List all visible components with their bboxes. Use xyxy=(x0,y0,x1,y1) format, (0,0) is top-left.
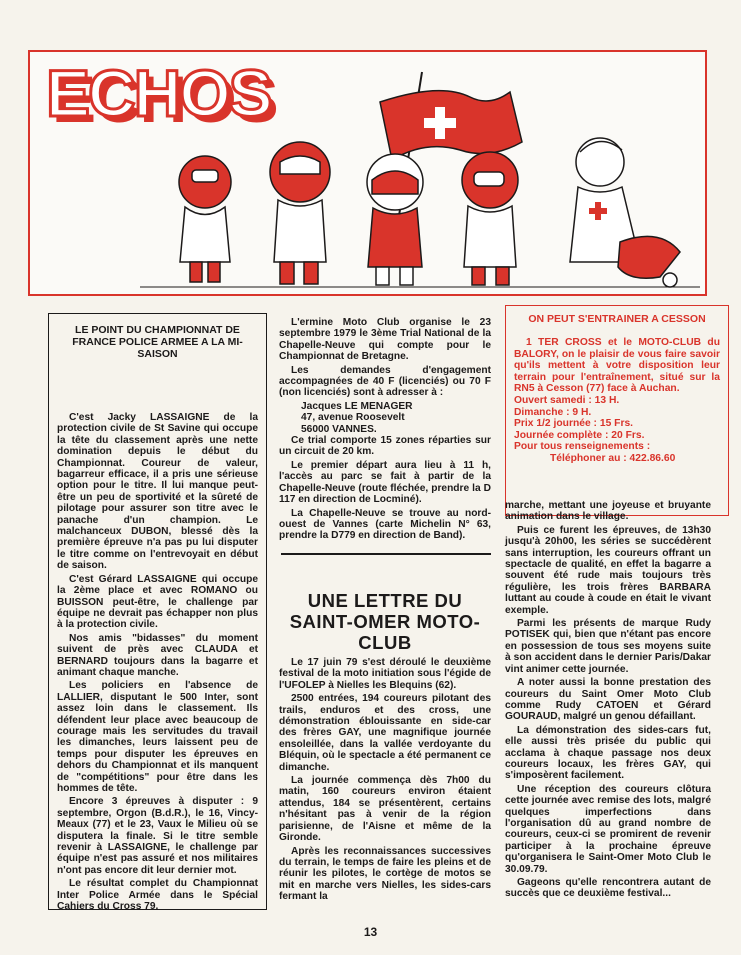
training-intro: 1 TER CROSS et le MOTO-CLUB du BALORY, on le plaisir de vous faire savoir qu'ils mettent à votre disposition leur terrain pour l'entraînement, situé sur la RN5 à Cesson (77) face à Auchan. xyxy=(514,337,720,395)
championship-box xyxy=(48,313,267,913)
rider-1 xyxy=(179,156,231,282)
rider-3 xyxy=(367,154,423,285)
championship-body xyxy=(57,412,258,912)
paragraph: Le résultat complet du Championnat Inter Police Armée dans le Spécial Cahiers du Cross 79. xyxy=(57,878,258,913)
section-divider xyxy=(281,553,491,555)
address-line: Jacques LE MENAGER xyxy=(301,400,413,412)
training-box xyxy=(505,305,729,516)
rider-2 xyxy=(270,142,330,284)
paragraph: Nos amis "bidasses" du moment suivent de près avec CLAUDA et BERNARD toujours dans la bagarre et animant chaque manche. xyxy=(57,632,258,678)
paragraph: Encore 3 épreuves à disputer : 9 septembre, Orgon (B.d.R.), le 16, Vincy-Meaux (77) et le 23, Vaux le Milieu où se disputera la finale. Si le titre semble revenir à LASSAIGNE, le challenge par équipe n'est pas assuré et nos militaires n'ont pas encore dit leur dernier mot. xyxy=(57,796,258,876)
article-body-right xyxy=(505,500,711,902)
paragraph: A noter aussi la bonne prestation des coureurs du Saint Omer Moto Club comme Rudy CATOEN et Gérard GOURAUD, malgré un genou défaillant. xyxy=(505,677,711,723)
rider-4 xyxy=(462,152,518,285)
article-body-left xyxy=(279,657,491,905)
article-title: UNE LETTRE DU SAINT-OMER MOTO-CLUB xyxy=(289,590,481,653)
page-number: 13 xyxy=(363,925,378,939)
echos-title: ECHOS xyxy=(46,56,271,130)
address-block xyxy=(279,401,491,435)
paragraph: Après les reconnaissances successives du terrain, le temps de faire les pleins et de réunir les pilotes, le cortège de motos se mit en marche vers Nielles, les sides-cars fermant la xyxy=(279,845,491,903)
paragraph: Parmi les présents de marque Rudy POTISEK qui, bien que n'étant pas encore en possession de tous ses moyens suite à son accident dans le dernier Paris/Dakar vint animer cette journée. xyxy=(505,618,711,675)
medic-character xyxy=(570,138,680,287)
training-line: Journée complète : 20 Frs. xyxy=(514,429,645,441)
paragraph: Les demandes d'engagement accompagnées de 40 F (licenciés) ou 70 F (non licenciés) sont à adresser à : xyxy=(279,364,491,399)
paragraph: Ce trial comporte 15 zones réparties sur un circuit de 20 km. xyxy=(279,435,491,458)
training-line: Pour tous renseignements : xyxy=(514,441,651,453)
address-line: 56000 VANNES. xyxy=(301,423,377,435)
paragraph: L'ermine Moto Club organise le 23 septembre 1979 le 3ème Trial National de la Chapelle-Neuve qui compte pour le Championnat de Bretagne. xyxy=(279,317,491,363)
paragraph: C'est Jacky LASSAIGNE de la protection civile de St Savine qui occupe la tête du classement après une nette domination depuis le début du Championnat. Coureur de valeur, bagarreur efficace, il a pris une sérieuse option pour le titre. Il lui manque peut-être un peu de sportivité et la sûreté de pilotage pour assurer son titre avec le panache d'un champion. Le malchanceux DUBON, blessé dès la première épreuve n'a pas pu lui disputer le titre comme on l'entrevoyait en début de saison. xyxy=(57,412,258,572)
paragraph: La Chapelle-Neuve se trouve au nord-ouest de Vannes (carte Michelin N° 63, prendre la D779 en direction de Band). xyxy=(279,507,491,542)
paragraph: Les policiers en l'absence de LALLIER, disputant le 500 Inter, sont assez loin dans le classement. Ils défendent leur place avec beaucoup de courage mais les servitudes du travail les dimanches, leurs laissent peu de temps pour disputer les épreuves en dehors du Championnat et ils manquent de "compétitions" pour être dans les hommes de tête. xyxy=(57,680,258,794)
trial-announcement xyxy=(279,317,491,544)
paragraph: La journée commença dès 7h00 du matin, 160 coureurs environ étaient attendus, 184 se présentèrent, certains n'hésitant pas à venir de la région parisienne, de l'Aisne et même de la Gironde. xyxy=(279,775,491,844)
training-line: Dimanche : 9 H. xyxy=(514,406,592,418)
training-line: Prix 1/2 journée : 15 Frs. xyxy=(514,418,634,430)
paragraph: Gageons qu'elle rencontrera autant de succès que ce deuxième festival... xyxy=(505,877,711,900)
riders-cartoon-illustration xyxy=(140,62,700,292)
paragraph: Le premier départ aura lieu à 11 h, l'accès au parc se fait à partir de la Chapelle-Neuve (route fléchée, prendre la D 117 en direction de Locminé). xyxy=(279,459,491,506)
paragraph: C'est Gérard LASSAIGNE qui occupe la 2ème place et avec ROMANO ou BUISSON peut-être, le challenge par équipe ne devrait pas échapper non plus à la protection civile. xyxy=(57,573,258,631)
paragraph: Une réception des coureurs clôtura cette journée avec remise des lots, malgré quelques imperfections dans l'organisation dû au grand nombre de coureurs, ceux-ci se promirent de revenir participer à la prochaine épreuve qu'organisera le Saint-Omer Moto Club le 30.09.79. xyxy=(505,783,711,875)
training-heading: ON PEUT S'ENTRAINER A CESSON xyxy=(528,313,706,325)
paragraph: Puis ce furent les épreuves, de 13h30 jusqu'à 20h00, les séries se succédèrent sans interruption, les coureurs offrant un spectacle de qualité, en effet la bagarre a souvent été rude mais toujours très régulière, les trois frères BARBARA luttant au coude à coude en était le vivant exemple. xyxy=(505,524,711,616)
training-line: Ouvert samedi : 13 H. xyxy=(514,394,620,406)
address-line: 47, avenue Roosevelt xyxy=(301,412,405,424)
training-phone: Téléphoner au : 422.86.60 xyxy=(550,452,676,464)
paragraph: Le 17 juin 79 s'est déroulé le deuxième festival de la moto initiation sous l'égide de l'UFOLEP à Nielles les Blequins (62). xyxy=(279,657,491,691)
paragraph: La démonstration des sides-cars fut, elle aussi très prisée du public qui acclama à chaque passage nos deux coureurs locaux, les frères GAY, qui s'imposèrent facilement. xyxy=(505,724,711,782)
paragraph: 2500 entrées, 194 coureurs pilotant des trails, enduros et des cross, une démonstration éblouissante en side-car des frères GAY, une magnifique journée ensoleillée, dans la vallée verdoyante du Bléquin, où le spectacle a été permanent ce dimanche. xyxy=(279,693,491,773)
championship-heading: LE POINT DU CHAMPIONNAT DE FRANCE POLICE ARMEE A LA MI-SAISON xyxy=(72,324,243,360)
paragraph: marche, mettant une joyeuse et bruyante animation dans le village. xyxy=(505,500,711,523)
